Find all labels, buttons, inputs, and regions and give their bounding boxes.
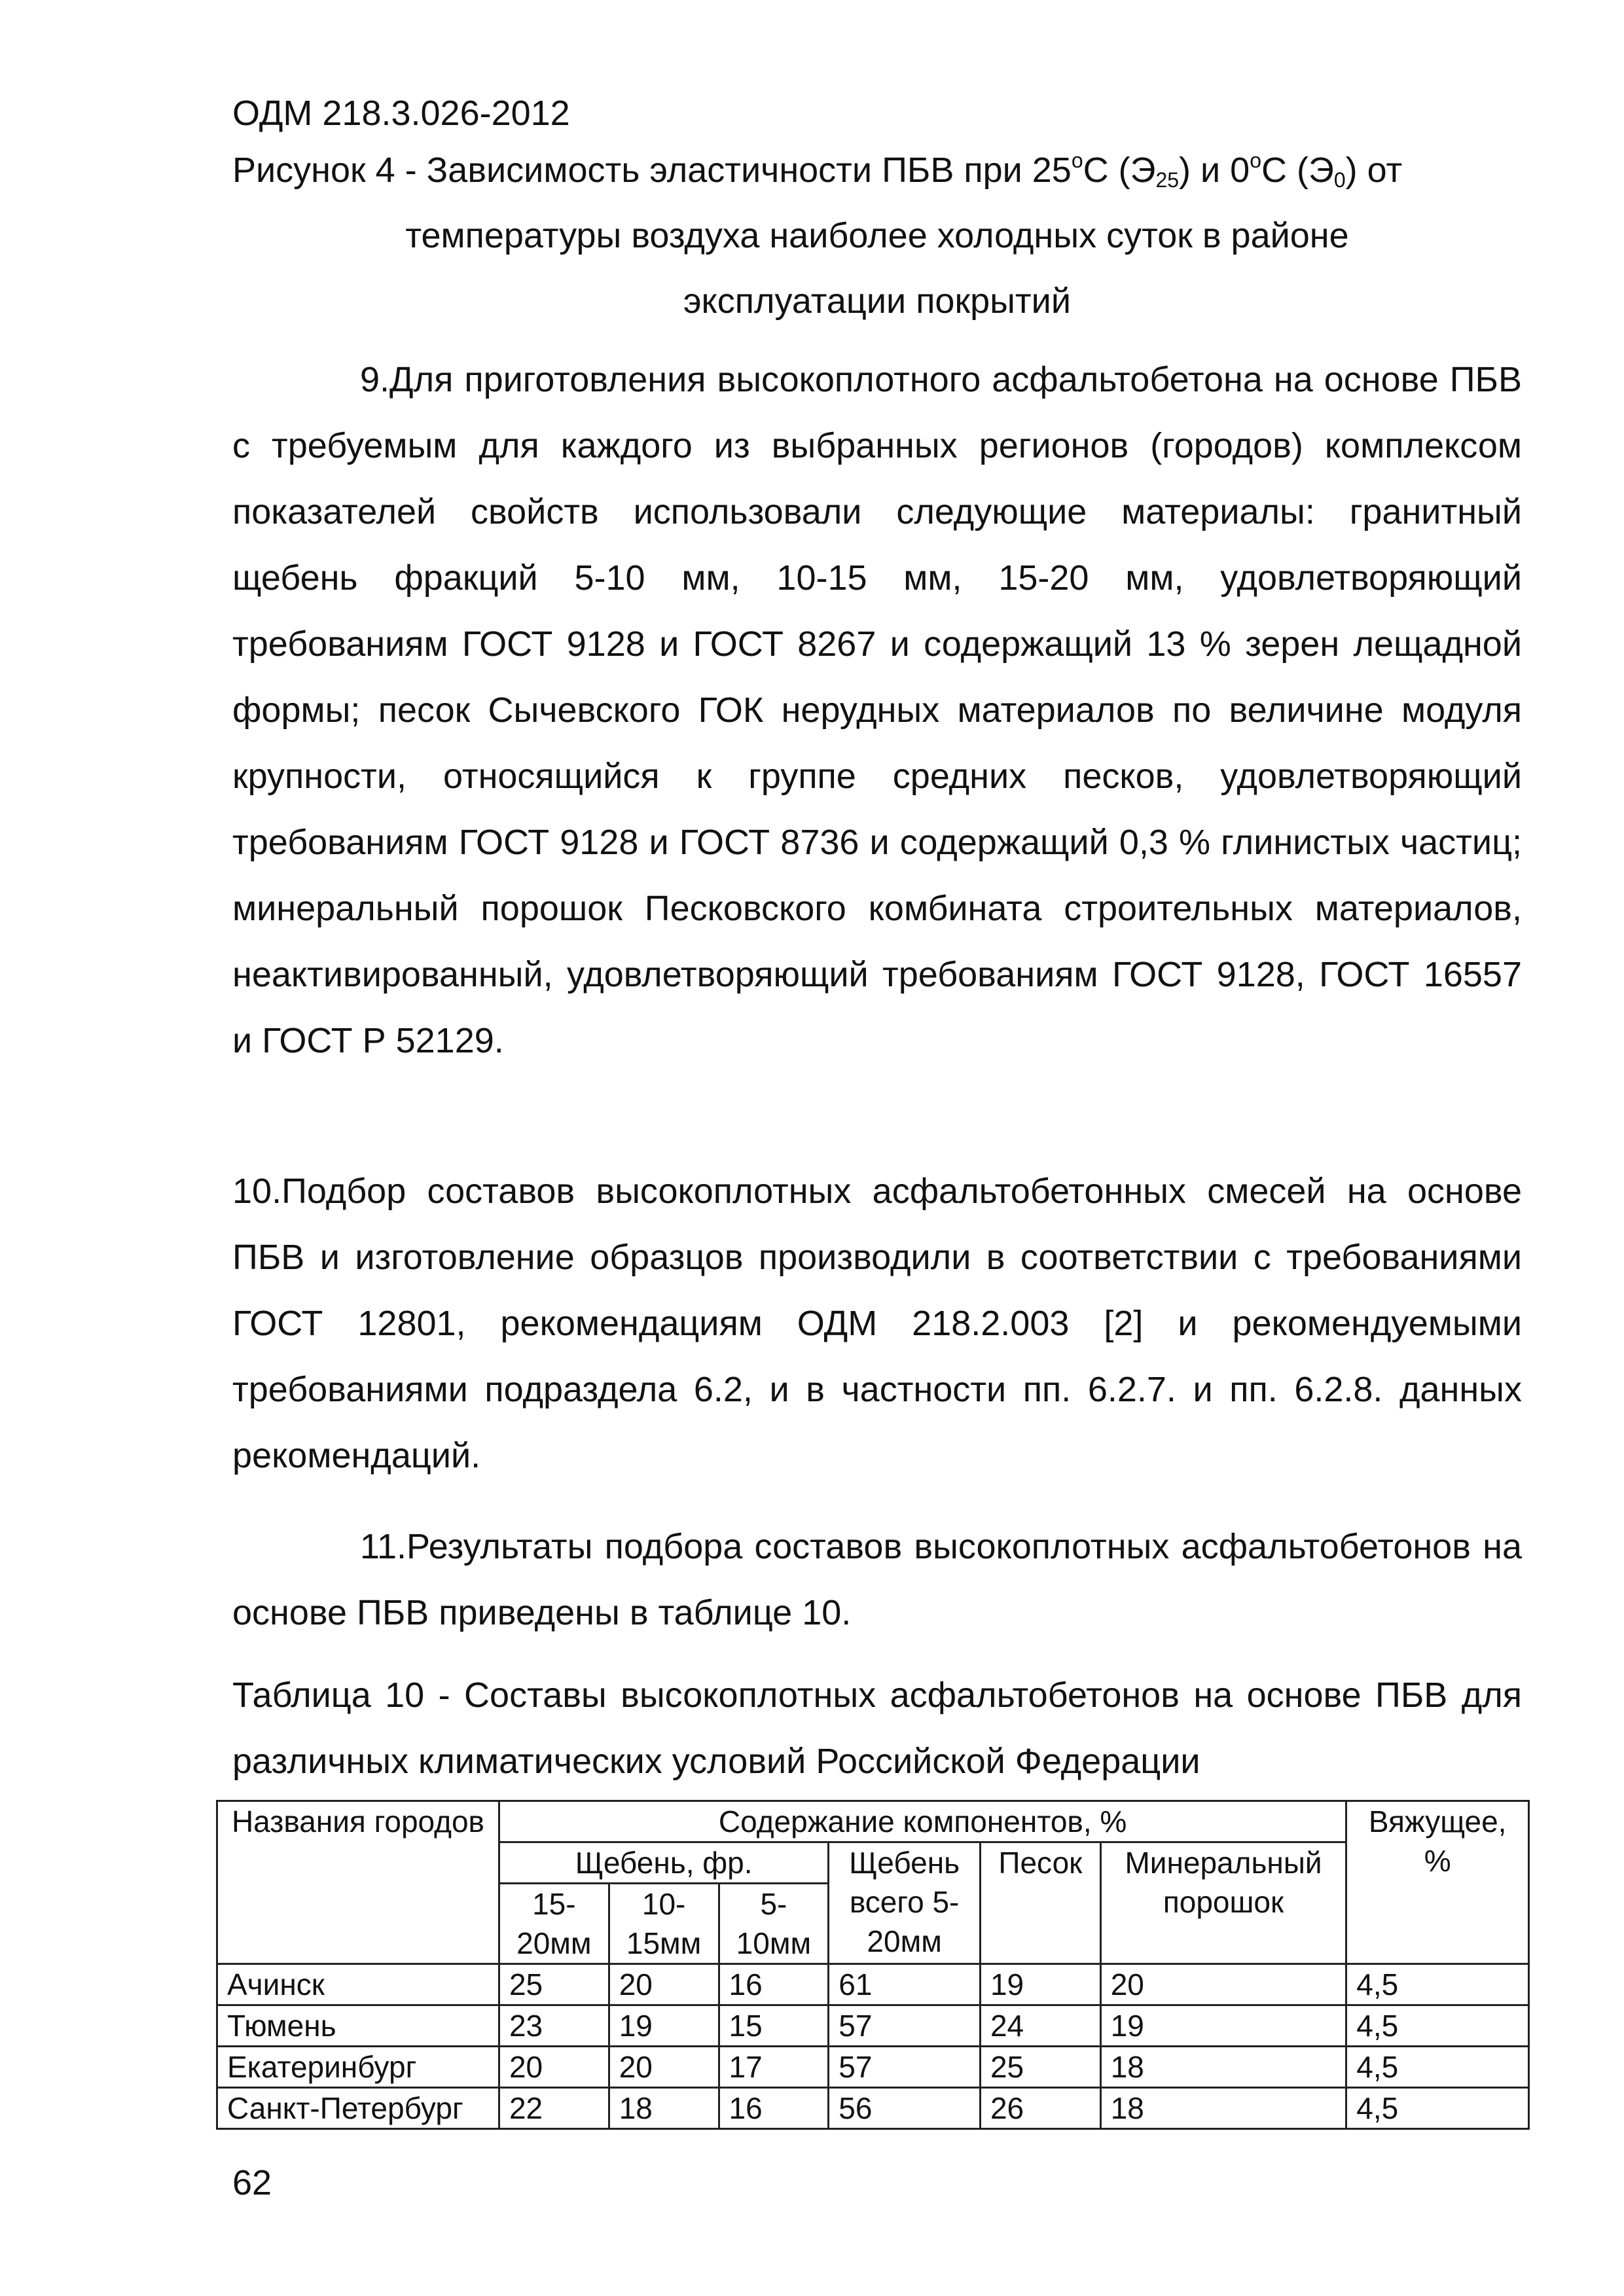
cell-fraction-10-15: 20: [609, 1964, 719, 2005]
header-components: Содержание компонентов, %: [499, 1801, 1346, 1842]
cell-fraction-15-20: 23: [499, 2005, 609, 2047]
header-sand: Песок: [980, 1842, 1100, 1964]
cell-fraction-5-10: 15: [719, 2005, 829, 2047]
header-fraction-5-10: 5-10мм: [719, 1884, 829, 1964]
cell-city: Екатеринбург: [217, 2047, 499, 2088]
header-mineral-powder: Минеральный порошок: [1100, 1842, 1346, 1964]
cell-city: Тюмень: [217, 2005, 499, 2047]
table-row: [217, 2005, 1529, 2047]
cell-fraction-15-20: 22: [499, 2088, 609, 2129]
cell-fraction-5-10: 17: [719, 2047, 829, 2088]
header-crushed-stone-fraction: Щебень, фр.: [499, 1842, 828, 1884]
table-header-row-1: [217, 1801, 1529, 1842]
cell-crushed-stone-total: 57: [829, 2005, 981, 2047]
cell-fraction-5-10: 16: [719, 1964, 829, 2005]
cell-city: Санкт-Петербург: [217, 2088, 499, 2129]
cell-sand: 26: [980, 2088, 1100, 2129]
table-row: [217, 2047, 1529, 2088]
figure-caption-line-2: температуры воздуха наиболее холодных суток в районе: [405, 216, 1349, 255]
paragraph-10: 10.Подбор составов высокоплотных асфальтобетонных смесей на основе ПБВ и изготовление образцов производили в соответствии с требованиями ГОСТ 12801, рекомендациям ОДМ 218.2.003 [2] и рекомендуемыми требованиями подраздела 6.2, и в частности пп. 6.2.7. и пп. 6.2.8. данных рекомендаций.: [232, 1172, 1522, 1475]
cell-crushed-stone-total: 57: [829, 2047, 981, 2088]
cell-binder: 4,5: [1346, 1964, 1529, 2005]
cell-binder: 4,5: [1346, 2005, 1529, 2047]
header-city: Названия городов: [217, 1801, 499, 1964]
paragraph-9: 9.Для приготовления высокоплотного асфальтобетона на основе ПБВ с требуемым для каждого из выбранных регионов (городов) комплексом показателей свойств использовали следующие материалы: гранитный щебень фракций 5-10 мм, 10-15 мм, 15-20 мм, удовлетворяющий требованиям ГОСТ 9128 и ГОСТ 8267 и содержащий 13 % зерен лещадной формы; песок Сычевского ГОК нерудных материалов по величине модуля крупности, относящийся к группе средних песков, удовлетворяющий требованиям ГОСТ 9128 и ГОСТ 8736 и содержащий 0,3 % глинистых частиц; минеральный порошок Песковского комбината строительных материалов, неактивированный, удовлетворяющий требованиям ГОСТ 9128, ГОСТ 16557 и ГОСТ Р 52129.: [232, 360, 1522, 1060]
cell-sand: 24: [980, 2005, 1100, 2047]
cell-mineral-powder: 18: [1100, 2047, 1346, 2088]
cell-crushed-stone-total: 56: [829, 2088, 981, 2129]
figure-caption-line-1: Рисунок 4 - Зависимость эластичности ПБВ при 25$^o$С $(Э_{25})$ и 0$^o$С $(Э_0)$ от: [232, 149, 1403, 192]
cell-binder: 4,5: [1346, 2088, 1529, 2129]
cell-fraction-10-15: 19: [609, 2005, 719, 2047]
cell-sand: 25: [980, 2047, 1100, 2088]
cell-fraction-5-10: 16: [719, 2088, 829, 2129]
figure-caption-line-3: эксплуатации покрытий: [683, 281, 1071, 321]
cell-crushed-stone-total: 61: [829, 1964, 981, 2005]
table-row: [217, 1964, 1529, 2005]
cell-city: Ачинск: [217, 1964, 499, 2005]
figure-caption: [232, 137, 1522, 334]
cell-mineral-powder: 20: [1100, 1964, 1346, 2005]
cell-fraction-15-20: 25: [499, 1964, 609, 2005]
cell-sand: 19: [980, 1964, 1100, 2005]
page-number: 62: [232, 2163, 272, 2202]
header-binder: Вяжущее, %: [1346, 1801, 1529, 1964]
cell-mineral-powder: 18: [1100, 2088, 1346, 2129]
header-fraction-15-20: 15-20мм: [499, 1884, 609, 1964]
header-crushed-stone-total: Щебень всего 5-20мм: [829, 1842, 981, 1964]
header-fraction-10-15: 10-15мм: [609, 1884, 719, 1964]
table-row: [217, 2088, 1529, 2129]
cell-fraction-10-15: 20: [609, 2047, 719, 2088]
cell-fraction-10-15: 18: [609, 2088, 719, 2129]
paragraph-11: 11.Результаты подбора составов высокоплотных асфальтобетонов на основе ПБВ приведены в таблице 10.: [232, 1527, 1522, 1632]
composition-table: [216, 1800, 1530, 2130]
cell-binder: 4,5: [1346, 2047, 1529, 2088]
table-caption: Таблица 10 - Составы высокоплотных асфальтобетонов на основе ПБВ для различных климатических условий Российской Федерации: [232, 1676, 1522, 1781]
cell-mineral-powder: 19: [1100, 2005, 1346, 2047]
document-code: ОДМ 218.3.026-2012: [232, 94, 570, 133]
cell-fraction-15-20: 20: [499, 2047, 609, 2088]
